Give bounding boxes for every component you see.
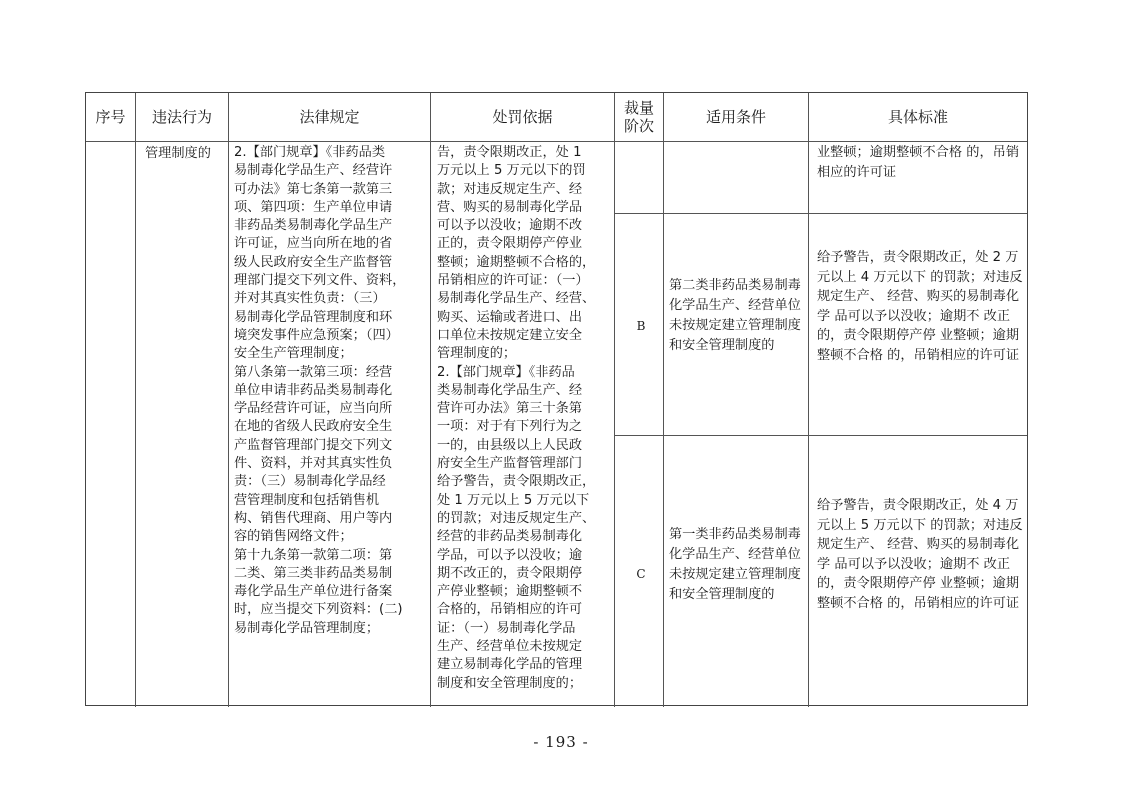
standard-cell-c: 给予警告，责令限期改正，处 4 万元以上 5 万元以下 的罚款；对违反规定生产、 经营、购买的易制毒化学 品可以予以没收；逾期不 改正的，责令限期停产停 业整顿；逾期整顿不合格 的，吊销相应的许可证	[817, 498, 1023, 611]
level-cell-c: C	[636, 567, 646, 581]
legal-provision-cell: 2.【部门规章】《非药品类 易制毒化学品生产、经营许 可办法》第七条第一款第三 项、第四项：生产单位申请 非药品类易制毒化学品生产 许可证，应当向所在地的省 级人民政府安全生产监督管 理部门提交下列文件、资料， 并对其真实性负责：（三） 易制毒化学品管理制度和环 境突发事件应急预案；（四） 安全生产管理制度； 第八条第一款第三项：经营 单位申请非药品类易制毒化 学品经营许可证，应当向所 在地的省级人民政府安全生 产监督管理部门提交下列文 件、资料，并对其真实性负 责：（三）易制毒化学品经 营管理制度和包括销售机 构、销售代理商、用户等内 容的销售网络文件； 第十九条第一款第二项：第 二类、第三类非药品类易制 毒化学品生产单位进行备案 时，应当提交下列资料：(二) 易制毒化学品管理制度；	[234, 145, 406, 636]
condition-cell-b: 第二类非药品类易制毒化学品生产、经营单位未按规定建立管理制度和安全管理制度的	[669, 278, 801, 353]
col-divider	[135, 93, 136, 707]
header-specific-standard: 具体标准	[887, 108, 948, 126]
header-discretion-level: 裁量 阶次	[623, 99, 654, 135]
header-conditions: 适用条件	[705, 108, 766, 126]
header-divider	[86, 141, 1027, 142]
standard-cell-b: 给予警告，责令限期改正，处 2 万元以上 4 万元以下 的罚款；对违反规定生产、 经营、购买的易制毒化学 品可以予以没收；逾期不 改正的，责令限期停产停 业整顿；逾期整顿不合格 的，吊销相应的许可证	[817, 250, 1023, 363]
level-cell-b: B	[636, 319, 646, 333]
header-seq: 序号	[95, 108, 126, 126]
penalty-basis-cell: 告，责令限期改正，处 1 万元以上 5 万元以下的罚 款；对违反规定生产、经 营、购买的易制毒化学品 可以予以没收；逾期不改 正的，责令限期停产停业 整顿；逾期整顿不合格的， 吊销相应的许可证：（一） 易制毒化学品生产、经营、 购买、运输或者进口、出 口单位未按规定建立安全 管理制度的； 2.【部门规章】《非药品 类易制毒化学品生产、经 营许可办法》第三十条第 一项：对于有下列行为之 一的，由县级以上人民政 府安全生产监督管理部门 给予警告，责令限期改正， 处 1 万元以上 5 万元以下 的罚款；对违反规定生产、 经营的非药品类易制毒化 学品，可以予以没收；逾 期不改正的，责令限期停 产停业整顿；逾期整顿不 合格的，吊销相应的许可 证：（一）易制毒化学品 生产、经营单位未按规定 建立易制毒化学品的管理 制度和安全管理制度的；	[437, 145, 596, 691]
header-legal-provision: 法律规定	[299, 108, 360, 126]
col-divider	[228, 93, 229, 707]
col-divider	[808, 93, 809, 707]
header-violation: 违法行为	[151, 108, 212, 126]
row-divider	[614, 213, 1027, 214]
condition-cell-c: 第一类非药品类易制毒化学品生产、经营单位未按规定建立管理制度和安全管理制度的	[669, 527, 801, 602]
row-divider	[614, 435, 1027, 436]
violation-cell: 管理制度的	[145, 146, 211, 161]
page-number: - 193 -	[533, 733, 589, 751]
header-penalty-basis: 处罚依据	[492, 108, 553, 126]
standard-cell-continued: 业整顿；逾期整顿不合格 的，吊销相应的许可证	[817, 145, 1020, 180]
col-divider	[663, 93, 664, 707]
regulation-table	[85, 92, 1028, 706]
